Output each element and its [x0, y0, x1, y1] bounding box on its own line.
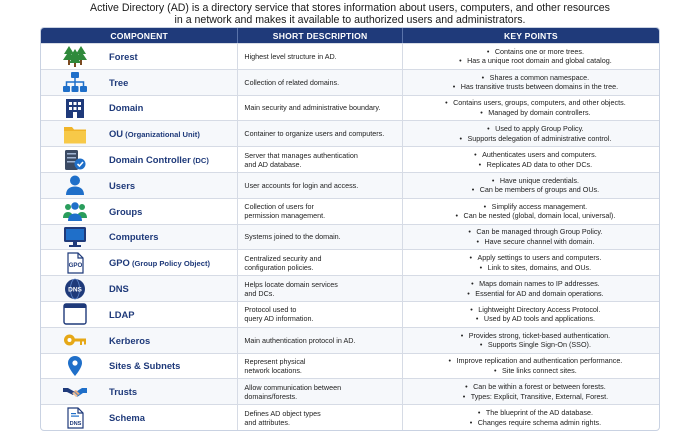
key-point: • Site links connect sites. — [494, 366, 577, 376]
key-points-cell — [403, 96, 659, 121]
table-row-users — [41, 172, 659, 198]
key-point: • Contains one or more trees. — [487, 47, 584, 57]
key-point: • Replicates AD data to other DCs. — [479, 160, 592, 170]
description-line: Represent physical — [244, 356, 306, 366]
component-cell — [41, 121, 238, 146]
description-line: Protocol used to — [244, 305, 297, 315]
group-icon — [63, 200, 87, 222]
description-line: Systems joined to the domain. — [244, 232, 341, 242]
key-point: • Essential for AD and domain operations. — [467, 289, 603, 299]
component-cell — [41, 44, 238, 69]
description-line: domains/forests. — [244, 391, 298, 401]
building-icon — [63, 97, 87, 119]
key-point: • Improve replication and authentication performance. — [449, 356, 623, 366]
key-point: • Has transitive trusts between domains in the tree. — [453, 82, 618, 92]
key-point: • Authenticates users and computers. — [474, 150, 597, 160]
table-row-ou — [41, 120, 659, 146]
component-subtitle: (Group Policy Object) — [129, 259, 211, 269]
description-line: Main security and administrative boundary. — [244, 103, 381, 113]
key-point: • Have secure channel with domain. — [476, 237, 594, 247]
schema-document-icon — [63, 407, 87, 429]
monitor-icon — [63, 226, 87, 248]
description-cell — [238, 379, 402, 404]
table-row-ldap — [41, 301, 659, 327]
key-point: • Used to apply Group Policy. — [487, 124, 584, 134]
table-row-schema — [41, 404, 659, 430]
component-name: Kerberos — [109, 334, 151, 346]
component-name: DNS — [109, 283, 129, 295]
description-cell — [238, 405, 402, 430]
key-points-cell — [403, 379, 659, 404]
key-point: • Lightweight Directory Access Protocol. — [470, 305, 600, 315]
component-name: Groups — [109, 205, 143, 217]
table-row-dns — [41, 275, 659, 301]
key-points-cell — [403, 302, 659, 327]
component-cell — [41, 302, 238, 327]
table-row-kerberos — [41, 327, 659, 353]
component-name: Forest — [109, 50, 138, 62]
key-point: • Provides strong, ticket-based authentication. — [461, 331, 610, 341]
table-row-tree — [41, 69, 659, 95]
description-cell — [238, 250, 402, 275]
key-point: • Types: Explicit, Transitive, External, Forest. — [463, 392, 608, 402]
key-points-cell — [403, 225, 659, 250]
description-line: Allow communication between — [244, 382, 342, 392]
description-cell — [238, 354, 402, 379]
component-cell — [41, 379, 238, 404]
description-cell — [238, 199, 402, 224]
component-cell — [41, 199, 238, 224]
key-icon — [63, 329, 87, 351]
description-cell — [238, 173, 402, 198]
table-row-groups — [41, 198, 659, 224]
table-row-sites-subnets — [41, 353, 659, 379]
component-name: Users — [109, 179, 136, 191]
component-name: Computers — [109, 231, 159, 243]
forest-icon — [63, 45, 87, 67]
description-line: query AD information. — [244, 314, 314, 324]
description-line: configuration policies. — [244, 262, 314, 272]
component-cell — [41, 328, 238, 353]
location-pin-icon — [63, 355, 87, 377]
description-cell — [238, 70, 402, 95]
key-points-cell — [403, 173, 659, 198]
key-point: • Apply settings to users and computers. — [469, 253, 601, 263]
description-line: Helps locate domain services — [244, 279, 338, 289]
key-point: • Can be within a forest or between forests. — [465, 382, 606, 392]
component-name: Domain — [109, 102, 144, 114]
key-point: • Used by AD tools and applications. — [476, 314, 595, 324]
table-row-gpo — [41, 249, 659, 275]
key-point: • Can be managed through Group Policy. — [468, 227, 602, 237]
key-points-cell — [403, 147, 659, 172]
key-point: • Managed by domain controllers. — [480, 108, 590, 118]
description-cell — [238, 276, 402, 301]
description-cell — [238, 44, 402, 69]
header-description: SHORT DESCRIPTION — [238, 28, 402, 43]
description-line: permission management. — [244, 211, 326, 221]
description-cell — [238, 121, 402, 146]
key-points-cell — [403, 354, 659, 379]
component-name: OU (Organizational Unit) — [109, 128, 200, 140]
component-cell — [41, 173, 238, 198]
description-line: Defines AD object types — [244, 408, 321, 418]
description-line: Collection of related domains. — [244, 77, 340, 87]
key-points-cell — [403, 121, 659, 146]
table-row-domain-controller — [41, 146, 659, 172]
key-point: • Changes require schema admin rights. — [470, 418, 601, 428]
component-name: GPO (Group Policy Object) — [109, 257, 211, 269]
key-points-cell — [403, 199, 659, 224]
key-point: • Maps domain names to IP addresses. — [471, 279, 600, 289]
component-cell — [41, 70, 238, 95]
component-name: Sites & Subnets — [109, 360, 181, 372]
component-cell — [41, 96, 238, 121]
key-points-cell — [403, 405, 659, 430]
key-point: • The blueprint of the AD database. — [478, 408, 593, 418]
table-body — [41, 43, 659, 430]
key-point: • Can be members of groups and OUs. — [472, 185, 599, 195]
tree-hierarchy-icon — [63, 71, 87, 93]
table-row-trusts — [41, 378, 659, 404]
component-name: LDAP — [109, 308, 135, 320]
key-point: • Can be nested (global, domain local, universal). — [456, 211, 616, 221]
component-name: Schema — [109, 412, 145, 424]
table-row-forest — [41, 43, 659, 69]
svg-text:GPO: GPO — [68, 261, 83, 269]
description-line: Highest level structure in AD. — [244, 51, 337, 61]
key-point: • Contains users, groups, computers, and other objects. — [445, 98, 626, 108]
key-points-cell — [403, 70, 659, 95]
handshake-icon — [63, 381, 87, 403]
key-point: • Link to sites, domains, and OUs. — [480, 263, 591, 273]
key-points-cell — [403, 276, 659, 301]
header-component: COMPONENT — [41, 28, 238, 43]
table-header — [41, 28, 659, 43]
description-cell — [238, 147, 402, 172]
component-cell — [41, 354, 238, 379]
description-line: and AD database. — [244, 159, 302, 169]
component-cell — [41, 225, 238, 250]
dns-globe-icon — [63, 278, 87, 300]
component-cell — [41, 147, 238, 172]
description-cell — [238, 96, 402, 121]
table-row-computers — [41, 224, 659, 250]
description-line: Centralized security and — [244, 253, 322, 263]
key-point: • Supports delegation of administrative control. — [459, 134, 611, 144]
description-line: network locations. — [244, 365, 302, 375]
key-point: • Supports Single Sign-On (SSO). — [480, 340, 591, 350]
component-subtitle: (DC) — [190, 156, 209, 166]
description-line: Server that manages authentication — [244, 150, 358, 160]
description-cell — [238, 328, 402, 353]
code-icon — [63, 303, 87, 325]
component-name: Trusts — [109, 386, 138, 398]
key-point: • Simplify access management. — [484, 202, 587, 212]
description-cell — [238, 302, 402, 327]
description-line: User accounts for login and access. — [244, 180, 359, 190]
key-points-cell — [403, 328, 659, 353]
user-icon — [63, 174, 87, 196]
intro-text: Active Directory (AD) is a directory service that stores information about users, computers, and other resources in a network and makes it available to authorized users and administrators. — [90, 2, 610, 26]
description-line: and attributes. — [244, 417, 290, 427]
component-cell — [41, 276, 238, 301]
table-row-domain — [41, 95, 659, 121]
header-key-points: KEY POINTS — [503, 30, 558, 41]
description-line: and DCs. — [244, 288, 275, 298]
description-line: Collection of users for — [244, 202, 314, 212]
svg-text:DNS: DNS — [69, 420, 82, 427]
component-cell — [41, 405, 238, 430]
component-name: Domain Controller (DC) — [109, 154, 209, 166]
description-cell — [238, 225, 402, 250]
key-point: • Has a unique root domain and global catalog. — [459, 56, 612, 66]
svg-text:DNS: DNS — [68, 286, 82, 294]
description-line: Main authentication protocol in AD. — [244, 335, 356, 345]
component-cell — [41, 250, 238, 275]
ad-components-table — [40, 27, 660, 431]
folder-icon — [63, 123, 87, 145]
gpo-document-icon — [63, 252, 87, 274]
component-subtitle: (Organizational Unit) — [123, 130, 200, 140]
server-icon — [63, 149, 87, 171]
key-point: • Shares a common namespace. — [482, 73, 589, 83]
component-name: Tree — [109, 76, 129, 88]
key-points-cell — [403, 44, 659, 69]
key-points-cell — [403, 250, 659, 275]
key-point: • Have unique credentials. — [492, 176, 579, 186]
description-line: Container to organize users and computers. — [244, 129, 385, 139]
